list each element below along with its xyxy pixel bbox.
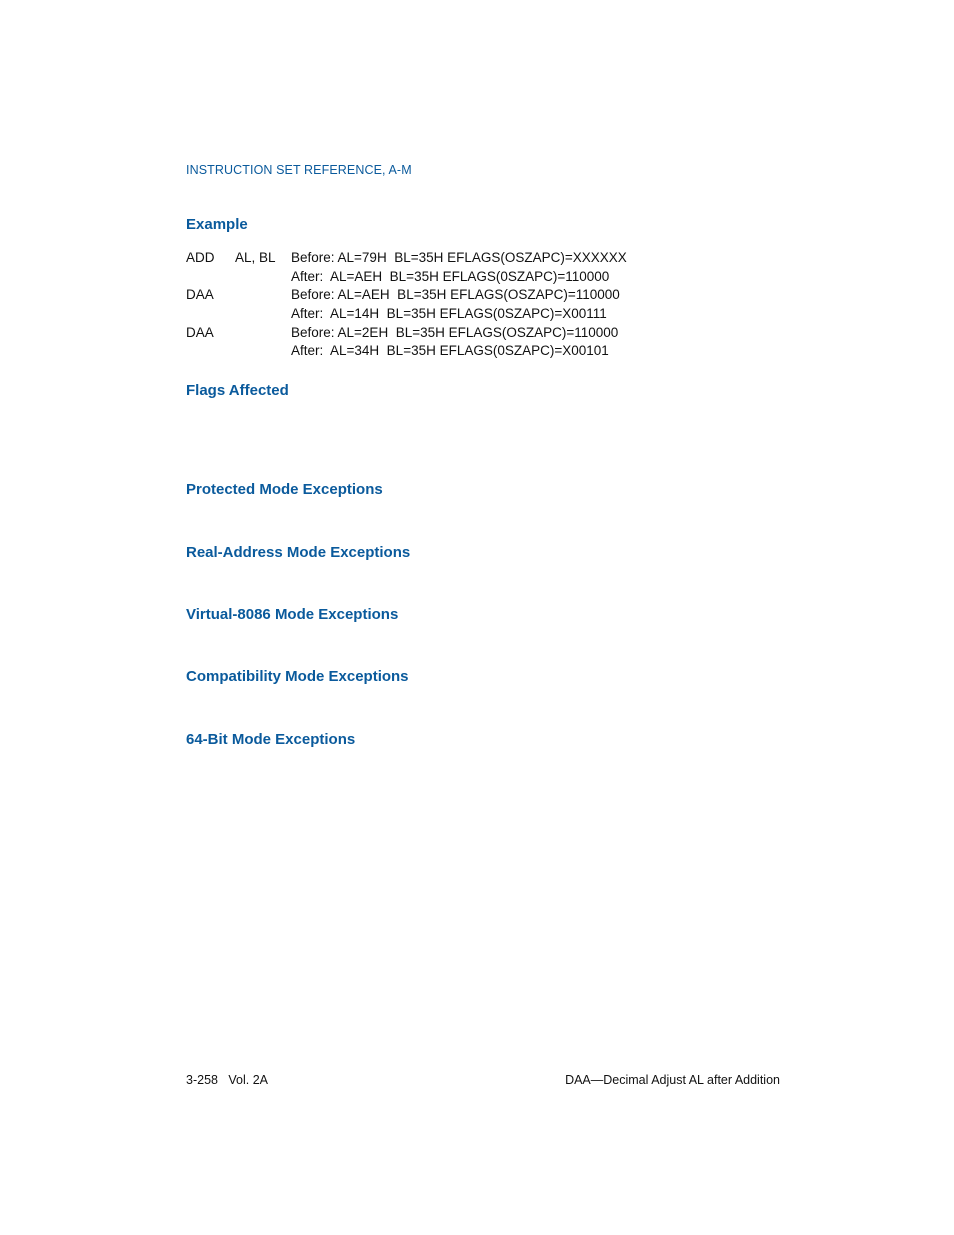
example-row bbox=[186, 305, 627, 324]
section-heading-compatibility-mode-exceptions: Compatibility Mode Exceptions bbox=[186, 668, 409, 685]
section-heading-example: Example bbox=[186, 216, 248, 233]
example-comment: After: AL=34H BL=35H EFLAGS(0SZAPC)=X00101 bbox=[291, 343, 609, 359]
example-comment: Before: AL=2EH BL=35H EFLAGS(OSZAPC)=110000 bbox=[291, 324, 619, 340]
example-comment: Before: AL=79H BL=35H EFLAGS(OSZAPC)=XXXXXX bbox=[291, 250, 627, 265]
section-heading-real-address-mode-exceptions: Real-Address Mode Exceptions bbox=[186, 544, 411, 561]
example-mnemonic: ADD bbox=[186, 250, 215, 265]
section-heading-virtual-8086-mode-exceptions: Virtual-8086 Mode Exceptions bbox=[186, 606, 399, 623]
example-operands: AL, BL bbox=[235, 250, 276, 265]
example-comment: After: AL=14H BL=35H EFLAGS(0SZAPC)=X00111 bbox=[291, 306, 607, 322]
example-mnemonic bbox=[186, 342, 235, 361]
example-row bbox=[186, 342, 627, 361]
footer-title: DAA—Decimal Adjust AL after Addition bbox=[565, 1073, 780, 1087]
example-operands bbox=[235, 342, 291, 361]
example-row bbox=[186, 286, 627, 305]
section-heading-flags-affected: Flags Affected bbox=[186, 382, 289, 399]
example-mnemonic: DAA bbox=[186, 287, 214, 303]
example-table bbox=[186, 249, 627, 361]
example-operands bbox=[235, 286, 291, 305]
example-row bbox=[186, 249, 627, 268]
example-operands bbox=[235, 268, 291, 287]
example-mnemonic bbox=[186, 305, 235, 324]
example-operands bbox=[235, 324, 291, 343]
section-heading-64-bit-mode-exceptions: 64-Bit Mode Exceptions bbox=[186, 731, 356, 748]
example-comment: After: AL=AEH BL=35H EFLAGS(0SZAPC)=110000 bbox=[291, 268, 610, 284]
example-mnemonic bbox=[186, 268, 235, 287]
running-header: INSTRUCTION SET REFERENCE, A-M bbox=[186, 163, 412, 177]
example-mnemonic: DAA bbox=[186, 324, 214, 340]
page-number: 3-258 Vol. 2A bbox=[186, 1073, 269, 1087]
example-row bbox=[186, 268, 627, 287]
example-row bbox=[186, 324, 627, 343]
example-operands bbox=[235, 305, 291, 324]
section-heading-protected-mode-exceptions: Protected Mode Exceptions bbox=[186, 481, 383, 498]
example-comment: Before: AL=AEH BL=35H EFLAGS(OSZAPC)=110000 bbox=[291, 287, 620, 303]
